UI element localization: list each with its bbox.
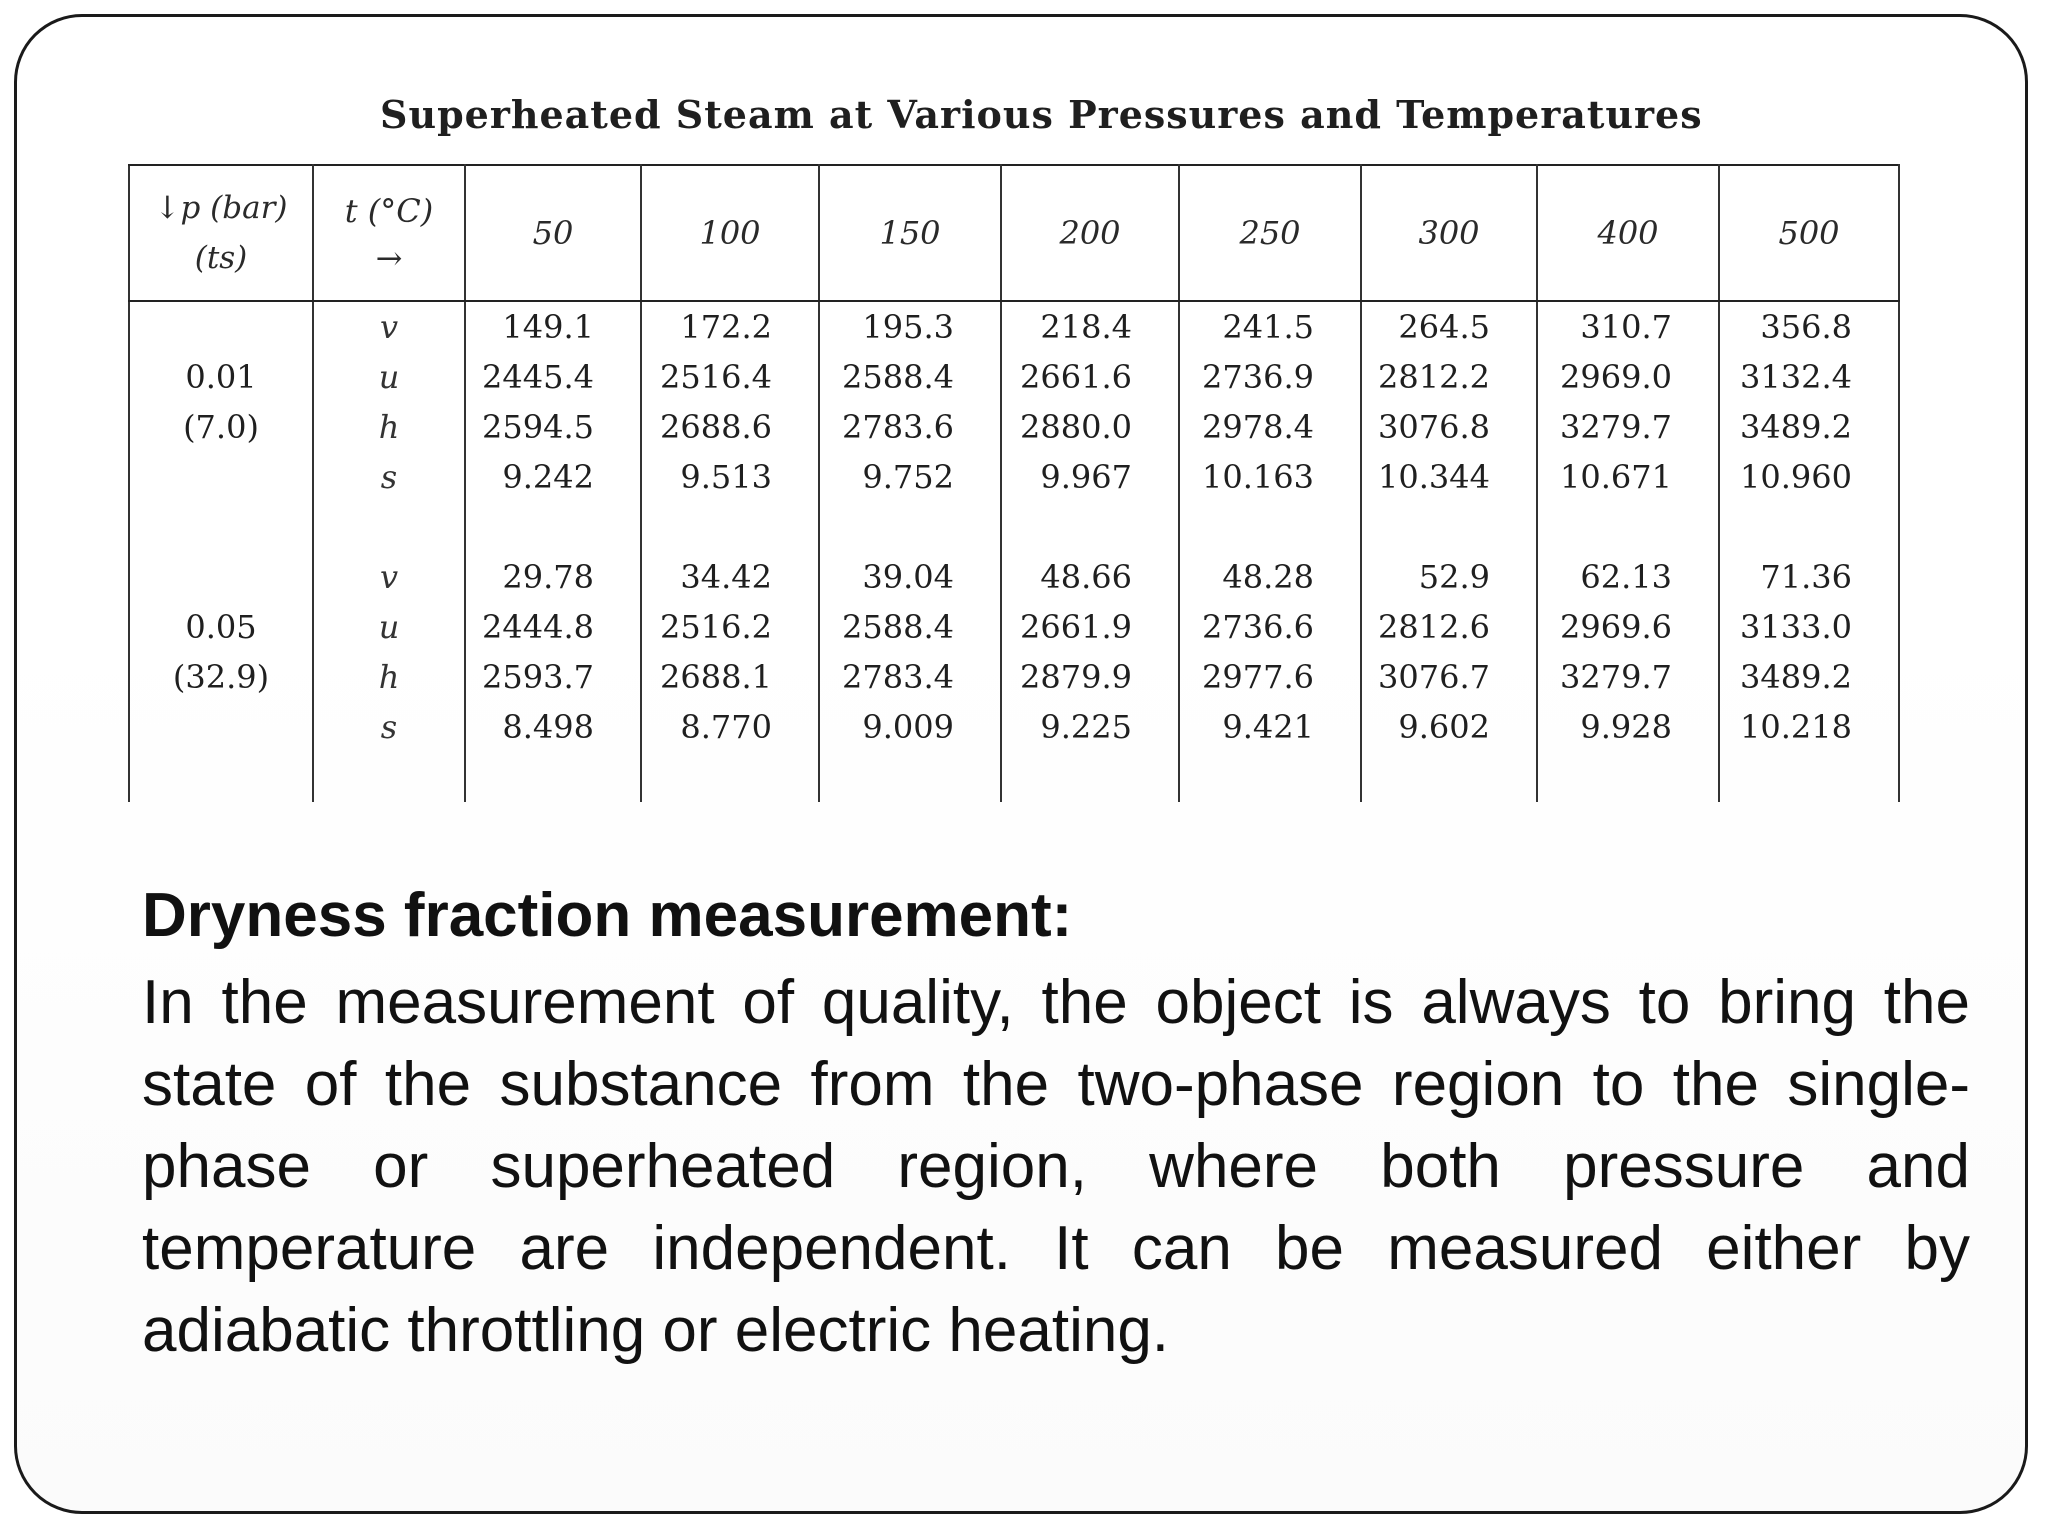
property-value: 9.421 (1222, 708, 1314, 746)
property-value: 9.513 (680, 458, 772, 496)
temp-col-header: 100 (641, 165, 819, 301)
pressure-cell (129, 552, 313, 802)
property-value: 2588.4 (842, 358, 954, 396)
property-value: 71.36 (1760, 558, 1852, 596)
value-cell (641, 552, 819, 802)
property-value: 39.04 (862, 558, 954, 596)
pressure-value: 0.01 (185, 358, 257, 396)
property-value: 9.752 (862, 458, 954, 496)
property-value: 10.344 (1378, 458, 1490, 496)
saturation-temp-value: (7.0) (183, 408, 259, 446)
value-cell (1719, 301, 1899, 552)
pressure-header (129, 165, 313, 301)
property-value: 2736.9 (1202, 358, 1314, 396)
header-row (129, 165, 1899, 301)
temp-col-header: 500 (1719, 165, 1899, 301)
property-symbol: h (378, 408, 400, 446)
property-value: 34.42 (680, 558, 772, 596)
value-cell (1179, 552, 1361, 802)
value-cell (819, 301, 1001, 552)
property-value: 195.3 (862, 308, 954, 346)
property-value: 9.242 (502, 458, 594, 496)
property-value: 29.78 (502, 558, 594, 596)
value-cell (1361, 552, 1537, 802)
property-value: 2977.6 (1202, 658, 1314, 696)
property-value: 3076.7 (1378, 658, 1490, 696)
property-value: 3489.2 (1740, 658, 1852, 696)
value-cell (1001, 552, 1179, 802)
property-value: 3076.8 (1378, 408, 1490, 446)
property-value: 2445.4 (482, 358, 594, 396)
property-value: 2516.2 (660, 608, 772, 646)
property-value: 8.498 (502, 708, 594, 746)
temp-col-header: 150 (819, 165, 1001, 301)
property-value: 264.5 (1398, 308, 1490, 346)
property-value: 2978.4 (1202, 408, 1314, 446)
property-value: 149.1 (502, 308, 594, 346)
property-value: 8.770 (680, 708, 772, 746)
property-value: 10.960 (1740, 458, 1852, 496)
temp-col-header: 50 (465, 165, 641, 301)
property-value: 2688.6 (660, 408, 772, 446)
temp-col-header: 300 (1361, 165, 1537, 301)
property-value: 2969.0 (1560, 358, 1672, 396)
property-value: 52.9 (1418, 558, 1490, 596)
property-value: 2593.7 (482, 658, 594, 696)
temp-col-header: 250 (1179, 165, 1361, 301)
property-value: 2736.6 (1202, 608, 1314, 646)
property-cell (313, 552, 465, 802)
section-heading: Dryness fraction measurement: (142, 881, 1073, 950)
property-value: 48.66 (1040, 558, 1132, 596)
value-cell (465, 301, 641, 552)
temperature-header-label: t (°C) (344, 192, 434, 230)
property-value: 9.602 (1398, 708, 1490, 746)
property-value: 9.928 (1580, 708, 1672, 746)
property-value: 2879.9 (1020, 658, 1132, 696)
saturation-temp-value: (32.9) (172, 658, 270, 696)
property-value: 2516.4 (660, 358, 772, 396)
property-value: 2783.4 (842, 658, 954, 696)
property-value: 2688.1 (660, 658, 772, 696)
property-value: 10.671 (1560, 458, 1672, 496)
property-value: 2812.6 (1378, 608, 1490, 646)
property-value: 3279.7 (1560, 408, 1672, 446)
property-value: 2969.6 (1560, 608, 1672, 646)
table-title: Superheated Steam at Various Pressures and Temperatures (380, 92, 1703, 137)
value-cell (641, 301, 819, 552)
pressure-block-row (129, 552, 1899, 802)
value-cell (1719, 552, 1899, 802)
property-symbol: v (379, 308, 399, 346)
pressure-block-row (129, 301, 1899, 552)
property-value: 2661.9 (1020, 608, 1132, 646)
property-value: 2444.8 (482, 608, 594, 646)
value-cell (1537, 301, 1719, 552)
temperature-header (313, 165, 465, 301)
property-value: 218.4 (1040, 308, 1132, 346)
value-cell (1001, 301, 1179, 552)
property-value: 10.218 (1740, 708, 1852, 746)
value-cell (1179, 301, 1361, 552)
property-value: 48.28 (1222, 558, 1314, 596)
value-cell (1537, 552, 1719, 802)
saturation-header-label: (ts) (194, 240, 248, 276)
property-value: 2880.0 (1020, 408, 1132, 446)
property-value: 310.7 (1580, 308, 1672, 346)
property-value: 2588.4 (842, 608, 954, 646)
value-cell (465, 552, 641, 802)
property-value: 2594.5 (482, 408, 594, 446)
property-value: 356.8 (1760, 308, 1852, 346)
property-value: 3279.7 (1560, 658, 1672, 696)
pressure-value: 0.05 (185, 608, 257, 646)
property-value: 3133.0 (1740, 608, 1852, 646)
property-value: 2812.2 (1378, 358, 1490, 396)
property-value: 2661.6 (1020, 358, 1132, 396)
property-symbol: u (378, 608, 400, 646)
property-symbol: s (380, 458, 398, 496)
property-symbol: s (380, 708, 398, 746)
property-value: 9.225 (1040, 708, 1132, 746)
property-symbol: h (378, 658, 400, 696)
property-value: 241.5 (1222, 308, 1314, 346)
right-arrow-icon: → (375, 239, 403, 277)
property-value: 2783.6 (842, 408, 954, 446)
property-value: 3132.4 (1740, 358, 1852, 396)
property-value: 10.163 (1202, 458, 1314, 496)
value-cell (819, 552, 1001, 802)
property-value: 62.13 (1580, 558, 1672, 596)
value-cell (1361, 301, 1537, 552)
section-body: In the measurement of quality, the object is always to bring the state of the substance from the two-phase region to the single-phase or superheated region, where both pressure and temperature are independent. It can be measured either by adiabatic throttling or electric heating. (142, 968, 1970, 1365)
pressure-cell (129, 301, 313, 552)
temp-col-header: 400 (1537, 165, 1719, 301)
steam-table (128, 164, 1900, 802)
pressure-header-label: ↓p (bar) (154, 190, 288, 226)
property-value: 172.2 (680, 308, 772, 346)
property-symbol: u (378, 358, 400, 396)
property-cell (313, 301, 465, 552)
property-symbol: v (379, 558, 399, 596)
property-value: 3489.2 (1740, 408, 1852, 446)
property-value: 9.967 (1040, 458, 1132, 496)
temp-col-header: 200 (1001, 165, 1179, 301)
property-value: 9.009 (862, 708, 954, 746)
